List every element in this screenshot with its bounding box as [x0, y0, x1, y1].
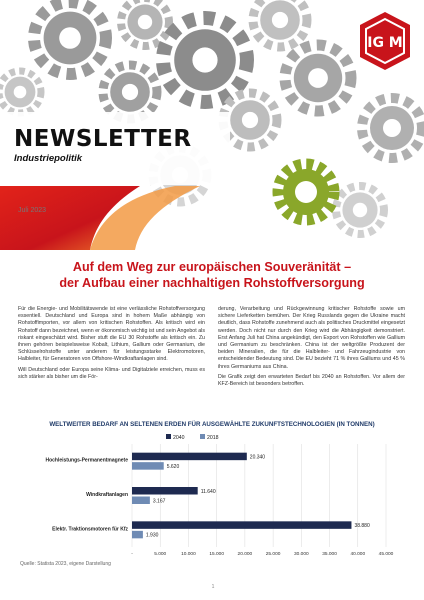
paragraph: Die Grafik zeigt den erwarteten Bedarf bis 2040 an Rohstoffen. Vor allem der KFZ-Bereich ist besonders betroffen. [218, 373, 405, 388]
bar-2040 [132, 487, 198, 495]
header-artwork [0, 0, 424, 250]
svg-text:IG M: IG M [367, 35, 403, 51]
chart-svg [18, 430, 406, 560]
paragraph: Will Deutschland oder Europa seine Klima- und Digitalziele erreichen, muss es sich stärker als bisher um die För- [18, 366, 205, 380]
x-tick-label: 35.000 [322, 552, 337, 557]
article-body [18, 306, 406, 391]
page-number: 1 [211, 584, 215, 590]
body-column-right [218, 306, 405, 391]
x-tick-label: 30.000 [293, 552, 309, 557]
legend-swatch-2040 [166, 434, 171, 439]
bar-2018 [132, 531, 143, 539]
data-label: 20.340 [249, 454, 266, 461]
category-label: Hochleistungs-Permanentmagnete [45, 457, 128, 464]
bar-2040 [132, 453, 247, 461]
x-tick-label: 45.000 [378, 552, 394, 557]
legend-label-2018: 2018 [207, 434, 219, 441]
data-label: 11.640 [200, 488, 216, 495]
chart-title: WELTWEITER BEDARF AN SELTENEN ERDEN FÜR AUSGEWÄHLTE ZUKUNFTSTECHNOLOGIEN (IN TONNEN) [49, 421, 375, 428]
x-tick-label: 5.000 [154, 552, 167, 557]
body-column-left [18, 306, 205, 391]
paragraph: derung, Verarbeitung und Rückgewinnung kritischer Rohstoffe sowie um sichere Lieferketten bemühen. Der Krieg Russlands gegen die Ukraine macht deutlich, dass Rohstoffe zunehmend auch als politisches Druckmittel eingesetzt werden. Doch nicht nur durch den Krieg wird die Abhängigkeit demonstriert. Erst Anfang Juli hat China angekündigt, den Export von Rohstoffen wie Gallium und Germanium zu beschränken. China ist der weltgrößte Produzent der beiden Mineralien, die für die Halbleiter- und Fahrzeugindustrie von entscheidender Bedeutung sind. Die EU bezieht 71 % ihres Galliums und 45 % ihres Germaniums aus China. [218, 306, 405, 370]
headline-line-2: der Aufbau einer nachhaltigen Rohstoffversorgung [59, 276, 365, 290]
category-label: Windkraftanlagen [86, 492, 128, 498]
article-headline [20, 259, 404, 291]
green-gear-icon [278, 164, 334, 220]
bar-2040 [132, 521, 351, 529]
x-tick-label: 40.000 [350, 552, 366, 557]
data-label: 3.167 [152, 498, 166, 505]
data-label: 1.930 [145, 532, 159, 539]
rare-earths-chart [18, 430, 406, 570]
issue-date: Juli 2023 [18, 207, 47, 214]
paragraph: Für die Energie- und Mobilitätswende ist eine verlässliche Rohstoffversorgung essentiell. Deutschland und Europa sind in hohem Maße abhängig von Rohstoffimporten, vor allem von kritischen Rohstoffen. Als kritisch wird ein Rohstoff dann bezeichnet, wenn er ökonomisch wichtig ist und sein Angebot als riskant eingeschätzt wird. Bisher stuft die EU 30 Rohstoffe als kritisch ein. Zu ihnen gehören beispielsweise Kobalt, Lithium, Gallium oder Germanium, die Schlüsselrohstoffe unter anderem für leistungsstarke Elektromotoren, Halbleiter, für Generatoren von Offshore-Windkraftanlagen sind. [18, 306, 205, 363]
x-tick-label: 20.000 [237, 552, 253, 557]
bar-2018 [132, 462, 164, 470]
x-tick-label: - [131, 552, 133, 557]
headline-line-1: Auf dem Weg zur europäischen Souveränität – [72, 260, 352, 274]
x-tick-label: 10.000 [181, 552, 196, 557]
newsletter-subtitle: Industriepolitik [14, 153, 83, 164]
legend-swatch-2018 [200, 434, 205, 439]
x-tick-label: 15.000 [209, 552, 225, 557]
newsletter-title: NEWSLETTER [14, 126, 192, 152]
data-label: 5.620 [166, 464, 180, 471]
source-caption: Quelle: Statista 2023, eigene Darstellung [20, 561, 111, 567]
legend-label-2040: 2040 [173, 434, 185, 441]
bar-2018 [132, 497, 150, 505]
x-tick-label: 25.000 [265, 552, 281, 557]
brand-logo [358, 10, 412, 72]
data-label: 38.880 [354, 523, 370, 530]
category-label: Elektr. Traktionsmotoren für Kfz [52, 526, 128, 533]
